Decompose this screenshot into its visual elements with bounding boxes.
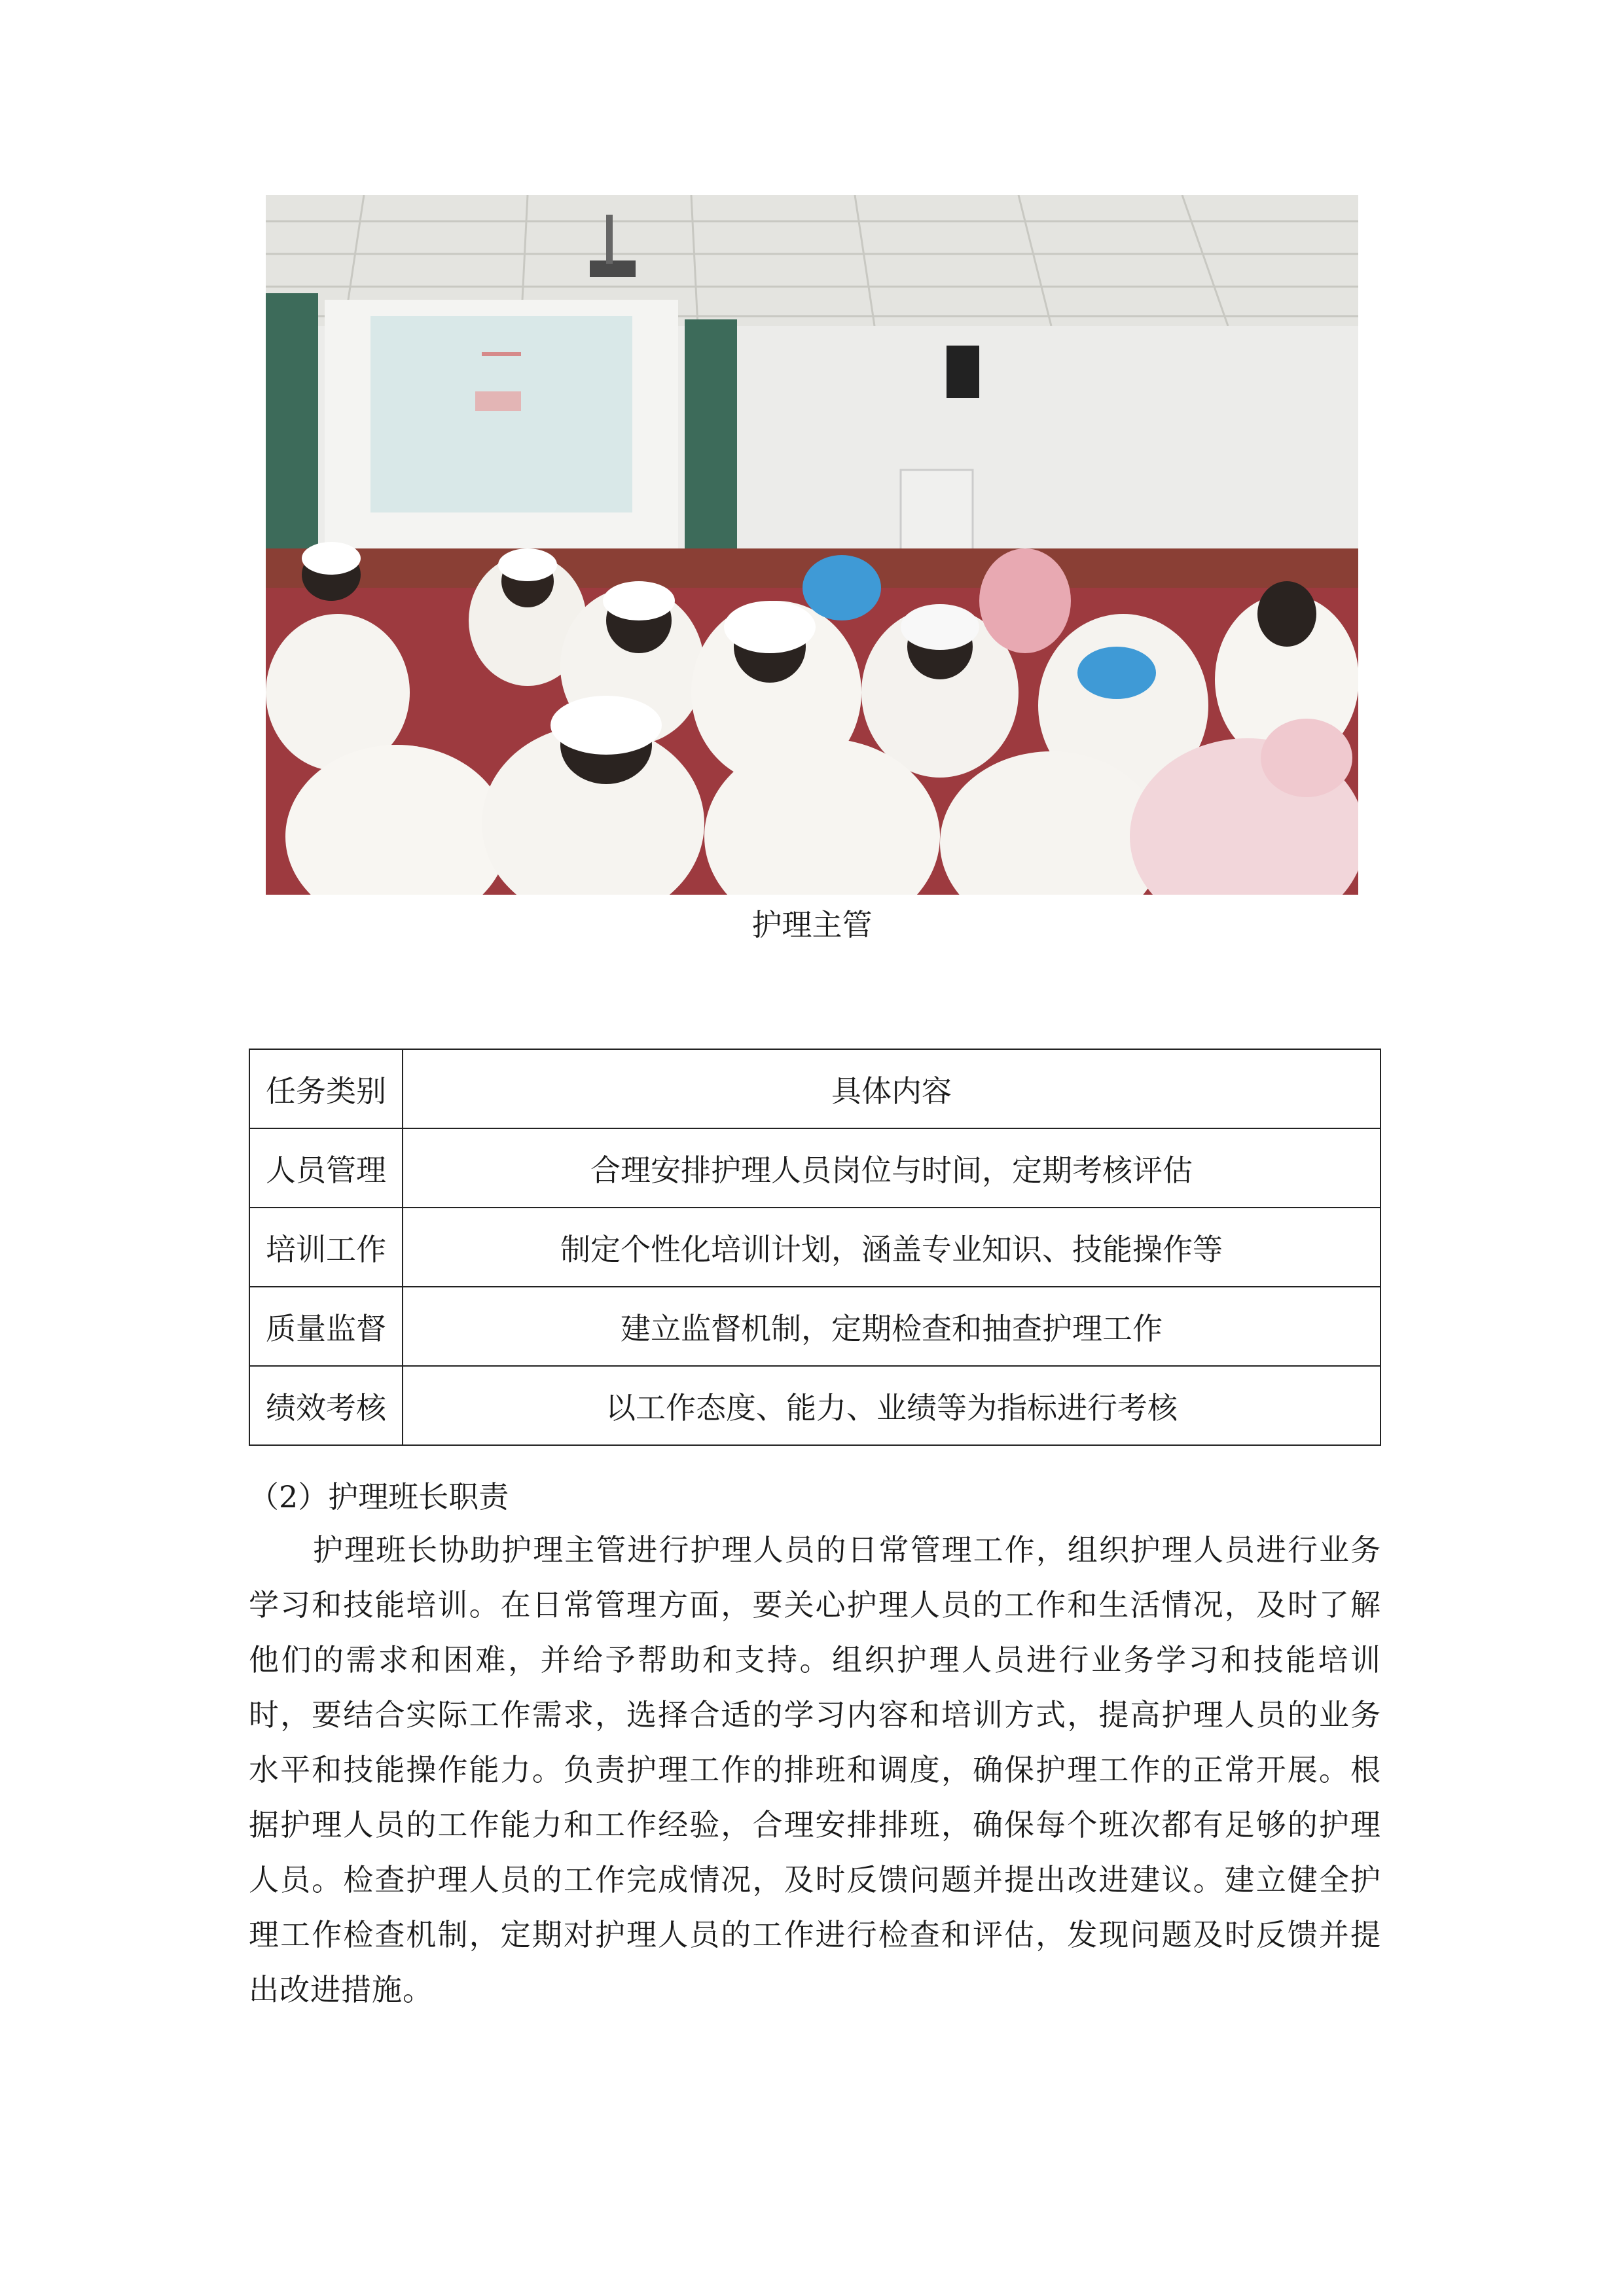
section-heading: （2）护理班长职责 <box>249 1479 509 1515</box>
table-header-cell: 具体内容 <box>403 1049 1380 1128</box>
table-row <box>249 1366 1380 1445</box>
training-room-photo-icon <box>266 195 1358 895</box>
task-table <box>249 1049 1381 1446</box>
table-cell-content: 合理安排护理人员岗位与时间，定期考核评估 <box>403 1128 1380 1208</box>
table-cell-category: 人员管理 <box>249 1128 403 1208</box>
table-row <box>249 1128 1380 1208</box>
table-cell-content: 以工作态度、能力、业绩等为指标进行考核 <box>403 1366 1380 1445</box>
table-header-row <box>249 1049 1380 1128</box>
table-cell-content: 制定个性化培训计划，涵盖专业知识、技能操作等 <box>403 1208 1380 1287</box>
table-row <box>249 1208 1380 1287</box>
table-cell-category: 培训工作 <box>249 1208 403 1287</box>
training-room-photo <box>266 195 1358 895</box>
table-row <box>249 1287 1380 1366</box>
table-cell-content: 建立监督机制，定期检查和抽查护理工作 <box>403 1287 1380 1366</box>
table-cell-category: 绩效考核 <box>249 1366 403 1445</box>
figure-caption: 护理主管 <box>751 907 873 942</box>
section-paragraph: 护理班长协助护理主管进行护理人员的日常管理工作，组织护理人员进行业务学习和技能培训。在日常管理方面，要关心护理人员的工作和生活情况，及时了解他们的需求和困难，并给予帮助和支持。组织护理人员进行业务学习和技能培训时，要结合实际工作需求，选择合适的学习内容和培训方式，提高护理人员的业务水平和技能操作能力。负责护理工作的排班和调度，确保护理工作的正常开展。根据护理人员的工作能力和工作经验，合理安排排班，确保每个班次都有足够的护理人员。检查护理人员的工作完成情况，及时反馈问题并提出改进建议。建立健全护理工作检查机制，定期对护理人员的工作进行检查和评估，发现问题及时反馈并提出改进措施。 <box>249 1532 1381 2007</box>
table-header-cell: 任务类别 <box>249 1049 403 1128</box>
table-cell-category: 质量监督 <box>249 1287 403 1366</box>
